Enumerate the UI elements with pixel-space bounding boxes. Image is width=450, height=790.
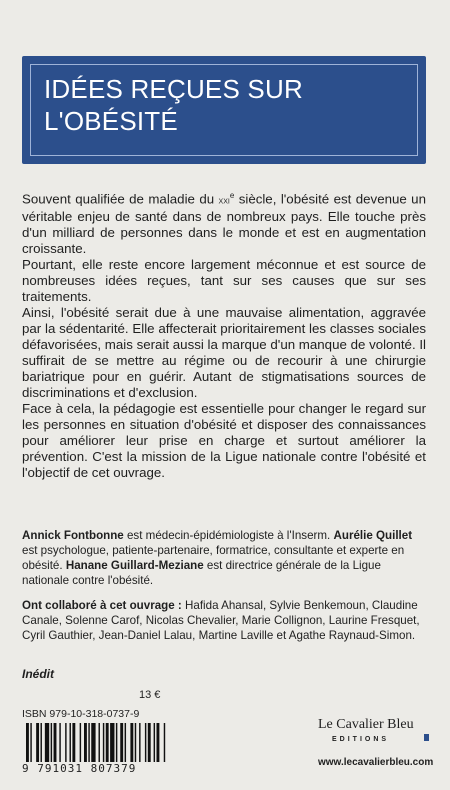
blurb-paragraph-4: Face à cela, la pédagogie est essentielle pour changer le regard sur les personnes en situation d'obésité et disposer des connaissances pour améliorer leur prise en charge et surtout améliorer la prévention. C'est la mission de la Ligue nationale contre l'obésité et l'objectif de cet ouvrage. [22, 401, 426, 481]
century-numeral: xxi [218, 195, 230, 207]
barcode-bar [72, 723, 75, 763]
collaborators-label: Ont collaboré à cet ouvrage : [22, 599, 182, 612]
barcode-bar [116, 723, 117, 763]
barcode-bar [70, 723, 71, 763]
book-title-line1: IDÉES REÇUES SUR [44, 74, 303, 104]
barcode-bar [59, 723, 60, 763]
blurb [22, 188, 426, 481]
author-desc: est médecin-épidémiologiste à l'Inserm. [123, 529, 334, 542]
barcode-bar [65, 723, 66, 763]
barcode-bar [145, 723, 146, 763]
barcode-bar [130, 723, 133, 763]
author-name: Aurélie Quillet [333, 529, 413, 542]
barcode-bar [154, 723, 155, 763]
barcode-bar [30, 723, 31, 763]
barcode-bar [106, 723, 109, 763]
barcode-bar [164, 723, 165, 763]
century-suffix: e [229, 191, 235, 200]
barcode-bar [125, 723, 126, 763]
barcode-bar [135, 723, 136, 763]
barcode-bar [41, 723, 42, 763]
blurb-text: siècle, l'obésité est devenue un véritable enjeu de santé dans de nombreux pays. Elle touche près d'un milliard de personnes dans le monde et est en augmentation croissante. [22, 191, 426, 257]
barcode-bar [157, 723, 160, 763]
barcode-bar [110, 723, 114, 763]
inedit-label: Inédit [22, 667, 54, 681]
book-title-line2: L'OBÉSITÉ [44, 106, 178, 136]
barcode-bar [80, 723, 81, 763]
collaborators-names: Hafida Ahansal, Sylvie Benkemoun, Claudine Canale, Solenne Carof, Nicolas Chevalier, Marie Collignon, Laurine Fresquet, Cyril Gauthier, Jean-Daniel Lalau, Martine Laville et Agathe Raynaud-Simon. [22, 599, 420, 642]
barcode-bar [54, 723, 57, 763]
barcode-bar [99, 723, 100, 763]
barcode-bar [88, 723, 89, 763]
authors-bio [22, 528, 426, 588]
barcode-bar [51, 723, 52, 763]
blurb-text: Souvent qualifiée de maladie du [22, 191, 219, 207]
publisher-sub: EDITIONS [332, 736, 390, 743]
title-banner [22, 56, 426, 164]
author-desc: est psychologue, patiente-partenaire, formatrice, consultante et experte en obésité. [22, 544, 405, 572]
barcode-bar [120, 723, 123, 763]
barcode-digits: 9 791031 807379 [22, 762, 212, 775]
collaborators [22, 598, 426, 643]
blurb-paragraph-2: Pourtant, elle reste encore largement méconnue et est source de nombreuses idées reçues, tant sur ses causes que sur ses traitements. [22, 257, 426, 305]
barcode-bar [148, 723, 151, 763]
barcode-bar [36, 723, 39, 763]
publisher-name: Le Cavalier Bleu [318, 717, 414, 732]
authors-section [22, 528, 426, 653]
barcode-bar [84, 723, 87, 763]
price: 13 € [139, 689, 161, 701]
author-desc: est directrice générale de la Ligue nationale contre l'obésité. [22, 559, 381, 587]
barcode-bar [103, 723, 104, 763]
barcode-bar [139, 723, 140, 763]
barcode-bar [26, 723, 29, 763]
author-name: Hanane Guillard-Meziane [65, 559, 204, 572]
isbn: ISBN 979-10-318-0737-9 [22, 708, 140, 720]
blurb-paragraph-1 [22, 188, 426, 257]
publisher-logo-icon [424, 734, 429, 741]
blurb-paragraph-3: Ainsi, l'obésité serait due à une mauvaise alimentation, aggravée par la sédentarité. Elle affecterait prioritairement les classes sociales défavorisées, mais serait aussi la marque d'un manque de volonté. Il suffirait de se mettre au régime ou de recourir à une chirurgie bariatrique pour en guérir. Autant de stigmatisations sources de discriminations et d'exclusion. [22, 305, 426, 401]
barcode-bar [45, 723, 49, 763]
publisher-url: www.lecavalierbleu.com [318, 757, 434, 768]
author-name: Annick Fontbonne [22, 529, 124, 542]
barcode-bar [91, 723, 95, 763]
